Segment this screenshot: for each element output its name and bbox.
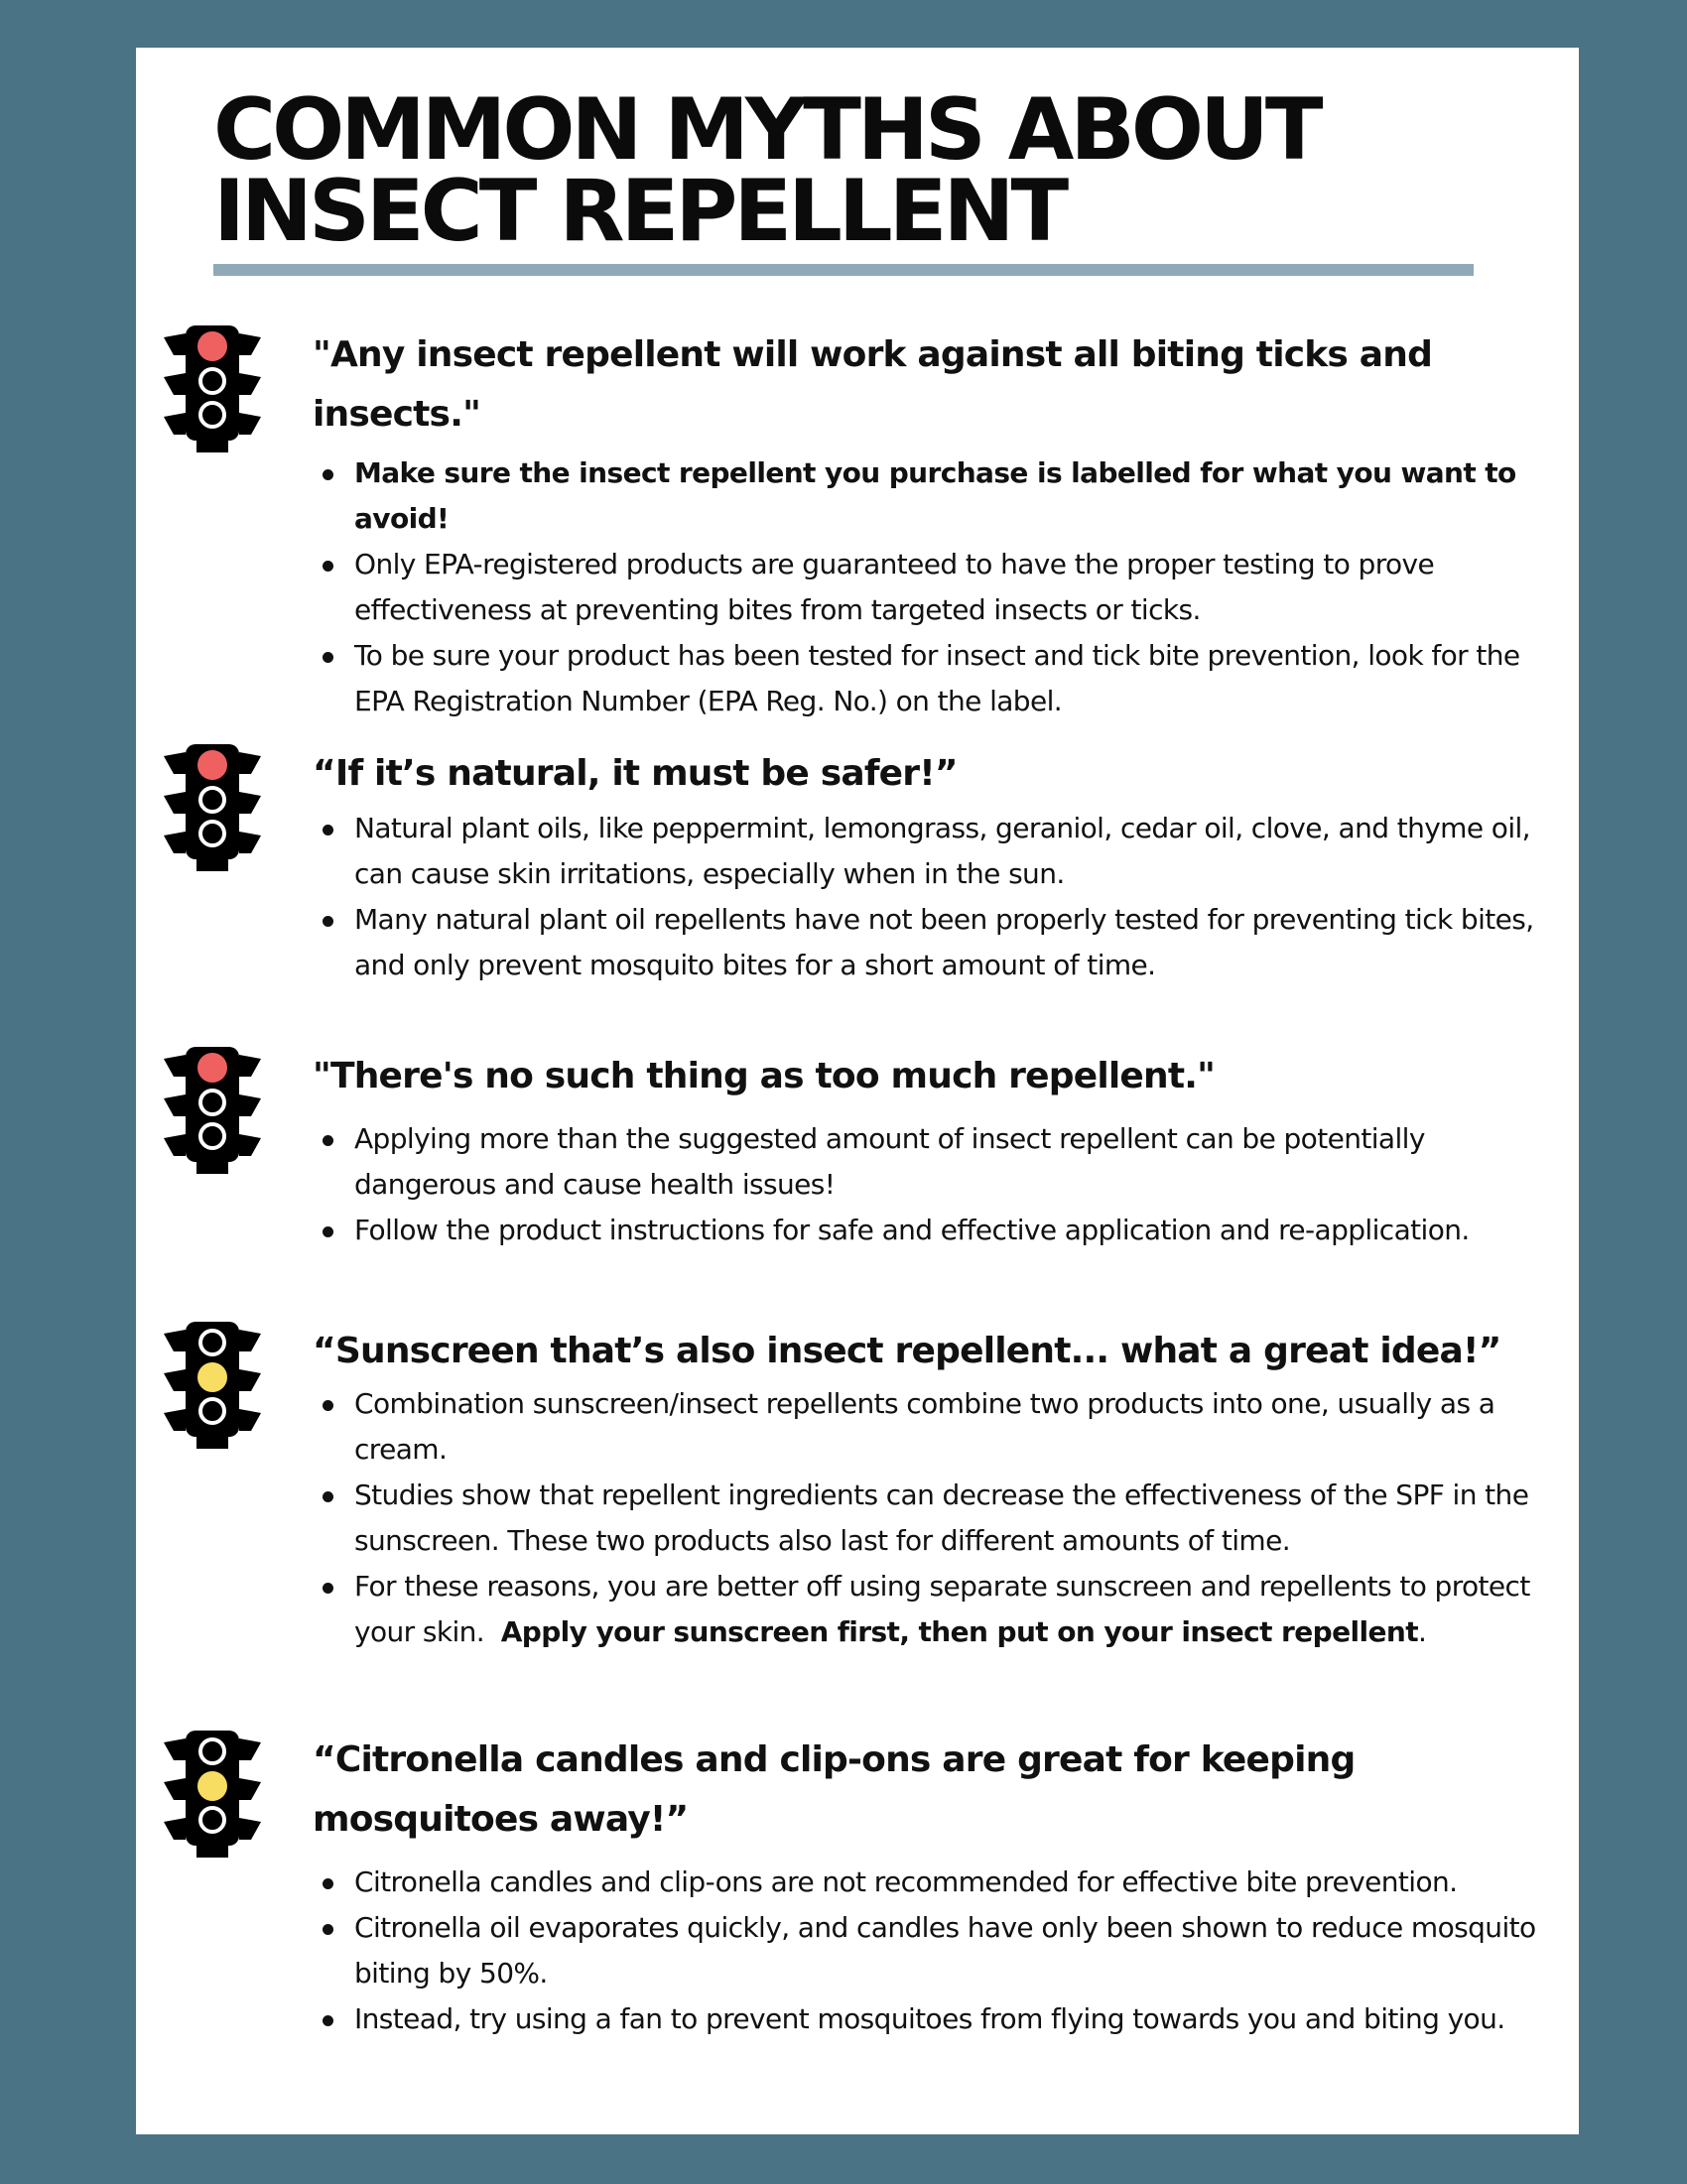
myth-points bbox=[313, 1381, 1553, 1655]
list-item: Instead, try using a fan to prevent mosquitoes from flying towards you and biting you. bbox=[313, 1996, 1553, 2042]
yellow-traffic-light-icon bbox=[164, 1731, 261, 1860]
myth-heading: “If it’s natural, it must be safer!” bbox=[313, 753, 958, 794]
title-underline bbox=[213, 264, 1474, 276]
list-item: Many natural plant oil repellents have not been properly tested for preventing tick bites, and only prevent mosquito bites for a short amount of time. bbox=[313, 897, 1553, 988]
list-item: Citronella candles and clip-ons are not recommended for effective bite prevention. bbox=[313, 1860, 1553, 1905]
red-traffic-light-icon bbox=[164, 325, 261, 454]
list-item: Applying more than the suggested amount of insect repellent can be potentially dangerous and cause health issues! bbox=[313, 1116, 1553, 1208]
page-title bbox=[213, 80, 1320, 261]
list-item: Only EPA-registered products are guaranteed to have the proper testing to prove effectiveness at preventing bites from targeted insects or ticks. bbox=[313, 542, 1553, 633]
list-item: Combination sunscreen/insect repellents combine two products into one, usually as a cream. bbox=[313, 1381, 1553, 1473]
list-item: Follow the product instructions for safe and effective application and re-application. bbox=[313, 1208, 1553, 1253]
list-item-emphasis: Apply your sunscreen first, then put on your insect repellent bbox=[500, 1615, 1418, 1648]
myth-heading: “Citronella candles and clip-ons are great for keeping mosquitoes away!” bbox=[313, 1739, 1356, 1840]
myth-2-content bbox=[313, 744, 1553, 988]
myth-points bbox=[313, 1860, 1553, 2042]
list-item: Make sure the insect repellent you purchase is labelled for what you want to avoid! bbox=[313, 450, 1553, 542]
myth-1-content bbox=[313, 325, 1553, 724]
myth-heading: "There's no such thing as too much repellent." bbox=[313, 1056, 1216, 1096]
list-item: To be sure your product has been tested for insect and tick bite prevention, look for the EPA Registration Number (EPA Reg. No.) on the label. bbox=[313, 633, 1553, 724]
flyer-sheet bbox=[136, 48, 1579, 2134]
title-line-1: COMMON MYTHS ABOUT bbox=[213, 80, 1320, 180]
list-item: Citronella oil evaporates quickly, and candles have only been shown to reduce mosquito biting by 50%. bbox=[313, 1905, 1553, 1996]
list-item: Studies show that repellent ingredients can decrease the effectiveness of the SPF in the sunscreen. These two products also last for different amounts of time. bbox=[313, 1473, 1553, 1564]
myth-points bbox=[313, 450, 1553, 724]
myth-5-content bbox=[313, 1731, 1553, 2042]
red-traffic-light-icon bbox=[164, 744, 261, 873]
myth-heading: "Any insect repellent will work against all biting ticks and insects." bbox=[313, 334, 1433, 435]
list-item: Natural plant oils, like peppermint, lemongrass, geraniol, cedar oil, clove, and thyme oil, can cause skin irritations, especially when in the sun. bbox=[313, 806, 1553, 897]
myth-points bbox=[313, 806, 1553, 988]
list-item bbox=[313, 1564, 1553, 1655]
red-traffic-light-icon bbox=[164, 1047, 261, 1176]
list-item-text: For these reasons, you are better off using separate sunscreen and repellents to protect your skin. bbox=[354, 1570, 1530, 1648]
myth-points bbox=[313, 1116, 1553, 1253]
title-line-2: INSECT REPELLENT bbox=[213, 162, 1066, 261]
yellow-traffic-light-icon bbox=[164, 1322, 261, 1451]
myth-heading: “Sunscreen that’s also insect repellent... what a great idea!” bbox=[313, 1331, 1501, 1371]
myth-3-content bbox=[313, 1047, 1553, 1253]
myth-4-content bbox=[313, 1322, 1553, 1655]
list-item-tail: . bbox=[1417, 1615, 1427, 1648]
